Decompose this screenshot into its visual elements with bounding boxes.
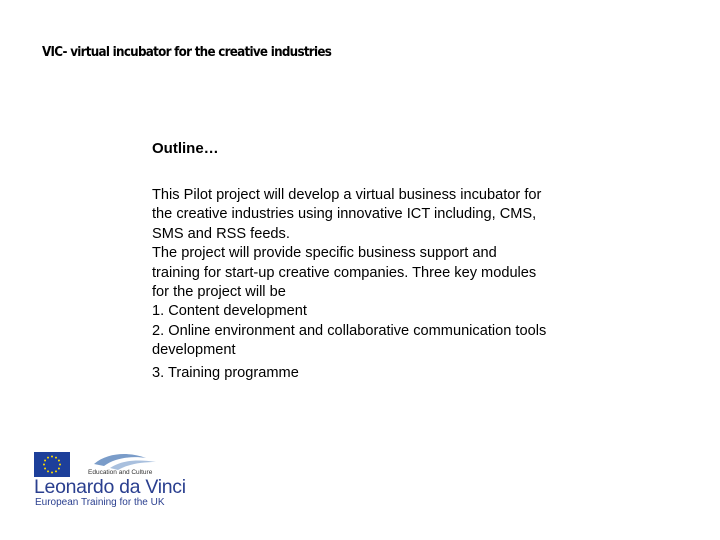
body-line: This Pilot project will develop a virtual business incubator for <box>152 187 542 203</box>
outline-heading: Outline… <box>152 140 219 157</box>
outline-body <box>152 186 632 383</box>
body-line: 3. Training programme <box>152 364 299 381</box>
leonardo-logo <box>32 450 186 515</box>
body-line: The project will provide specific business support and <box>152 245 497 262</box>
body-line: SMS and RSS feeds. <box>152 225 290 242</box>
body-line: 1. Content development <box>152 303 307 320</box>
slide-title: VIC- virtual incubator for the creative industries <box>42 45 332 60</box>
body-line: the creative industries using innovative ICT including, CMS, <box>152 206 537 223</box>
logo-name: Leonardo da Vinci <box>34 476 186 498</box>
body-line: 2. Online environment and collaborative communication tools <box>152 322 547 339</box>
eu-flag-icon <box>34 452 70 477</box>
logo-tagline: Education and Culture <box>88 469 153 476</box>
body-line: development <box>152 342 236 359</box>
body-line: for the project will be <box>152 284 286 301</box>
body-line: training for start-up creative companies. Three key modules <box>152 264 537 281</box>
logo-subtitle: European Training for the UK <box>35 497 165 508</box>
